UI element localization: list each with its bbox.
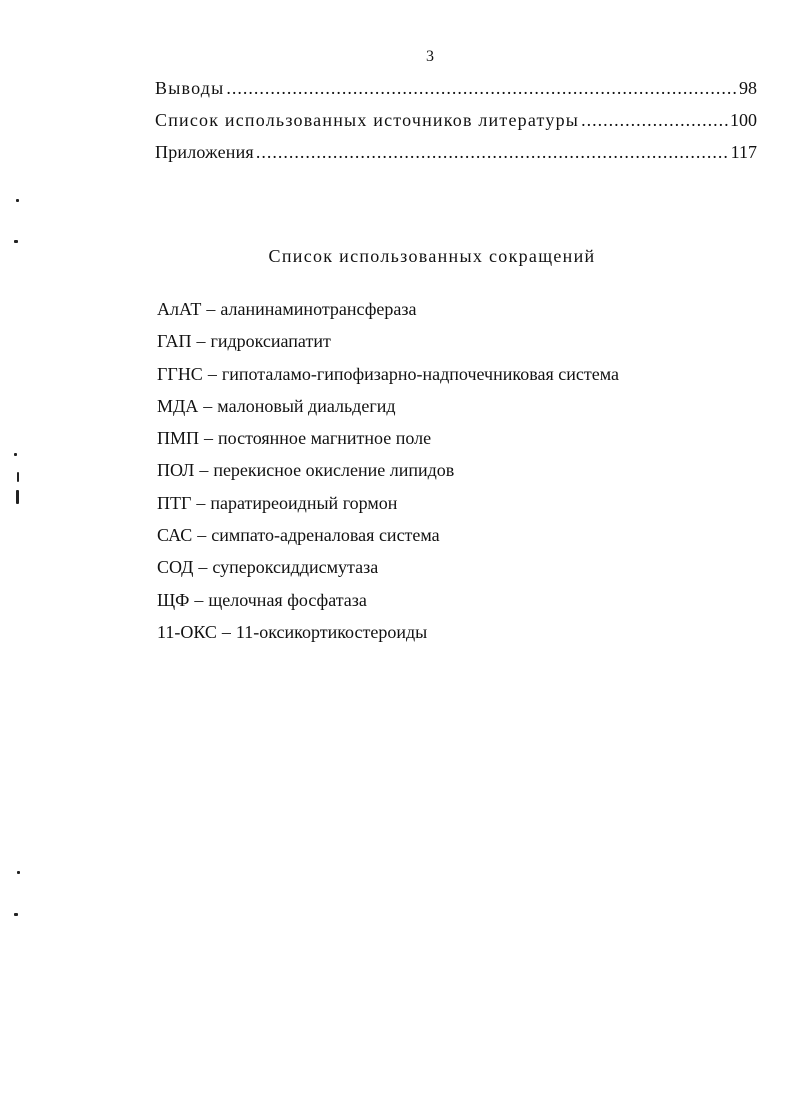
abbreviation-item <box>157 557 619 589</box>
abbreviation-separator: – <box>196 331 206 352</box>
abbreviation-separator: – <box>199 460 209 481</box>
abbreviation-separator: – <box>204 428 214 449</box>
toc-entry-page: 117 <box>730 142 757 162</box>
abbreviation-term: МДА <box>157 395 199 416</box>
toc-leader-dots <box>226 78 737 99</box>
abbreviation-term: АлАТ <box>157 299 202 319</box>
abbreviation-separator: – <box>206 299 216 319</box>
abbreviation-term: ПМП <box>157 428 200 449</box>
toc-entry-page: 98 <box>739 78 757 98</box>
abbreviation-item <box>157 460 619 492</box>
abbreviation-term: ПОЛ <box>157 460 195 481</box>
toc-entry-page: 100 <box>730 110 757 130</box>
abbreviation-term: 11-ОКС <box>157 621 217 642</box>
toc-leader-dots <box>256 142 729 163</box>
abbreviations-list <box>157 299 619 654</box>
abbreviation-separator: – <box>194 589 204 610</box>
page-number: 3 <box>426 48 434 65</box>
abbreviation-item <box>157 428 619 460</box>
abbreviation-separator: – <box>221 621 231 642</box>
abbreviation-definition: щелочная фосфатаза <box>208 589 367 610</box>
abbreviation-definition: 11-оксикортикостероиды <box>235 621 428 642</box>
toc-leader-dots <box>581 110 728 131</box>
abbreviation-definition: перекисное окисление липидов <box>213 460 455 481</box>
abbreviation-separator: – <box>196 492 206 513</box>
toc-entry-label: Выводы <box>155 78 225 98</box>
scan-speck <box>14 453 17 456</box>
abbreviations-heading: Список использованных сокращений <box>268 246 596 266</box>
toc-entry-label: Список использованных источников литературы <box>155 110 580 130</box>
abbreviation-definition: малоновый диальдегид <box>217 395 396 416</box>
abbreviation-item <box>157 525 619 557</box>
abbreviation-term: ГАП <box>157 331 192 352</box>
abbreviation-term: ГГНС <box>157 363 203 384</box>
scan-speck <box>14 913 18 916</box>
abbreviation-item <box>157 396 619 428</box>
abbreviation-definition: супероксиддисмутаза <box>212 557 379 578</box>
abbreviation-definition: постоянное магнитное поле <box>218 428 432 449</box>
scan-speck <box>17 871 20 874</box>
scan-speck <box>16 490 19 504</box>
abbreviation-separator: – <box>207 363 217 384</box>
abbreviation-item <box>157 331 619 363</box>
abbreviation-item <box>157 364 619 396</box>
toc-entry-references <box>155 110 757 142</box>
abbreviation-separator: – <box>198 557 208 578</box>
abbreviation-separator: – <box>203 395 213 416</box>
toc-entry-appendices <box>155 142 757 174</box>
toc-entry-conclusions <box>155 78 757 110</box>
abbreviation-definition: аланинаминотрансфераза <box>220 299 417 319</box>
abbreviation-term: ЩФ <box>157 589 190 610</box>
abbreviation-item <box>157 590 619 622</box>
abbreviation-item <box>157 622 619 654</box>
abbreviation-item <box>157 493 619 525</box>
toc-entry-label: Приложения <box>155 142 254 162</box>
abbreviation-definition: паратиреоидный гормон <box>210 492 398 513</box>
abbreviation-definition: симпато-адреналовая система <box>211 525 440 546</box>
scan-speck <box>14 240 18 243</box>
abbreviation-separator: – <box>197 525 207 546</box>
abbreviation-term: САС <box>157 525 193 546</box>
abbreviation-term: ПТГ <box>157 492 192 513</box>
abbreviation-term: СОД <box>157 557 194 578</box>
scan-speck <box>16 199 19 202</box>
table-of-contents <box>155 78 757 174</box>
abbreviation-item <box>157 299 619 331</box>
scan-speck <box>17 472 19 482</box>
abbreviation-definition: гидроксиапатит <box>210 331 331 352</box>
abbreviation-definition: гипоталамо-гипофизарно-надпочечниковая система <box>221 363 619 384</box>
